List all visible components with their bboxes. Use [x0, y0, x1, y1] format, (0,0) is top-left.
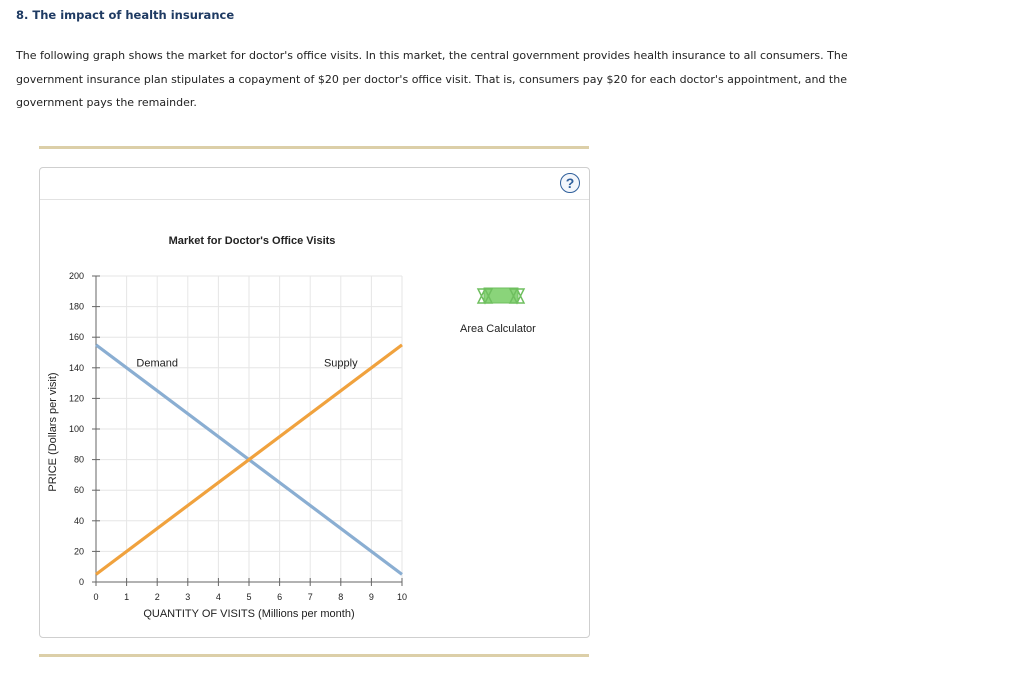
y-tick-label: 160	[68, 332, 84, 343]
area-calculator-label[interactable]: Area Calculator	[460, 323, 536, 335]
y-tick-label: 40	[73, 515, 84, 526]
x-tick-label: 10	[396, 592, 408, 602]
axes	[69, 271, 407, 602]
page-title: 8. The impact of health insurance	[16, 8, 235, 22]
y-tick-label: 140	[68, 362, 84, 373]
x-tick-label: 8	[338, 592, 344, 602]
y-tick-label: 100	[68, 424, 84, 434]
area-calculator-icon[interactable]	[478, 288, 524, 303]
x-tick-label: 7	[307, 592, 313, 602]
x-axis-label: QUANTITY OF VISITS (Millions per month)	[143, 608, 355, 620]
y-axis-label: PRICE (Dollars per visit)	[47, 372, 59, 492]
x-tick-label: 6	[277, 592, 283, 602]
x-tick-label: 3	[185, 592, 191, 602]
bottom-divider	[39, 654, 589, 657]
help-icon[interactable]: ?	[560, 173, 580, 193]
y-tick-label: 20	[73, 546, 84, 557]
chart-title: Market for Doctor's Office Visits	[168, 235, 336, 247]
y-tick-label: 0	[78, 577, 84, 587]
x-tick-label: 9	[368, 592, 374, 602]
supply-label: Supply	[323, 357, 358, 370]
intro-paragraph: The following graph shows the market for doctor's office visits. In this market, the central government provides health insurance to all consumers. The government insurance plan stipulates a copayment of $20 per doctor's office visit. That is, consumers pay $20 for each doctor's appointment, and the government pays the remainder.	[16, 49, 848, 109]
grid	[96, 276, 402, 582]
x-tick-label: 4	[215, 592, 221, 602]
demand-label: Demand	[136, 357, 178, 370]
x-tick-label: 5	[246, 592, 252, 602]
y-tick-label: 180	[68, 301, 84, 312]
y-tick-label: 120	[68, 393, 84, 404]
x-tick-label: 2	[154, 592, 160, 602]
y-tick-label: 80	[73, 454, 84, 465]
x-tick-label: 0	[93, 592, 99, 602]
y-tick-label: 200	[68, 271, 84, 281]
y-tick-label: 60	[73, 485, 84, 496]
x-tick-label: 1	[124, 592, 130, 602]
